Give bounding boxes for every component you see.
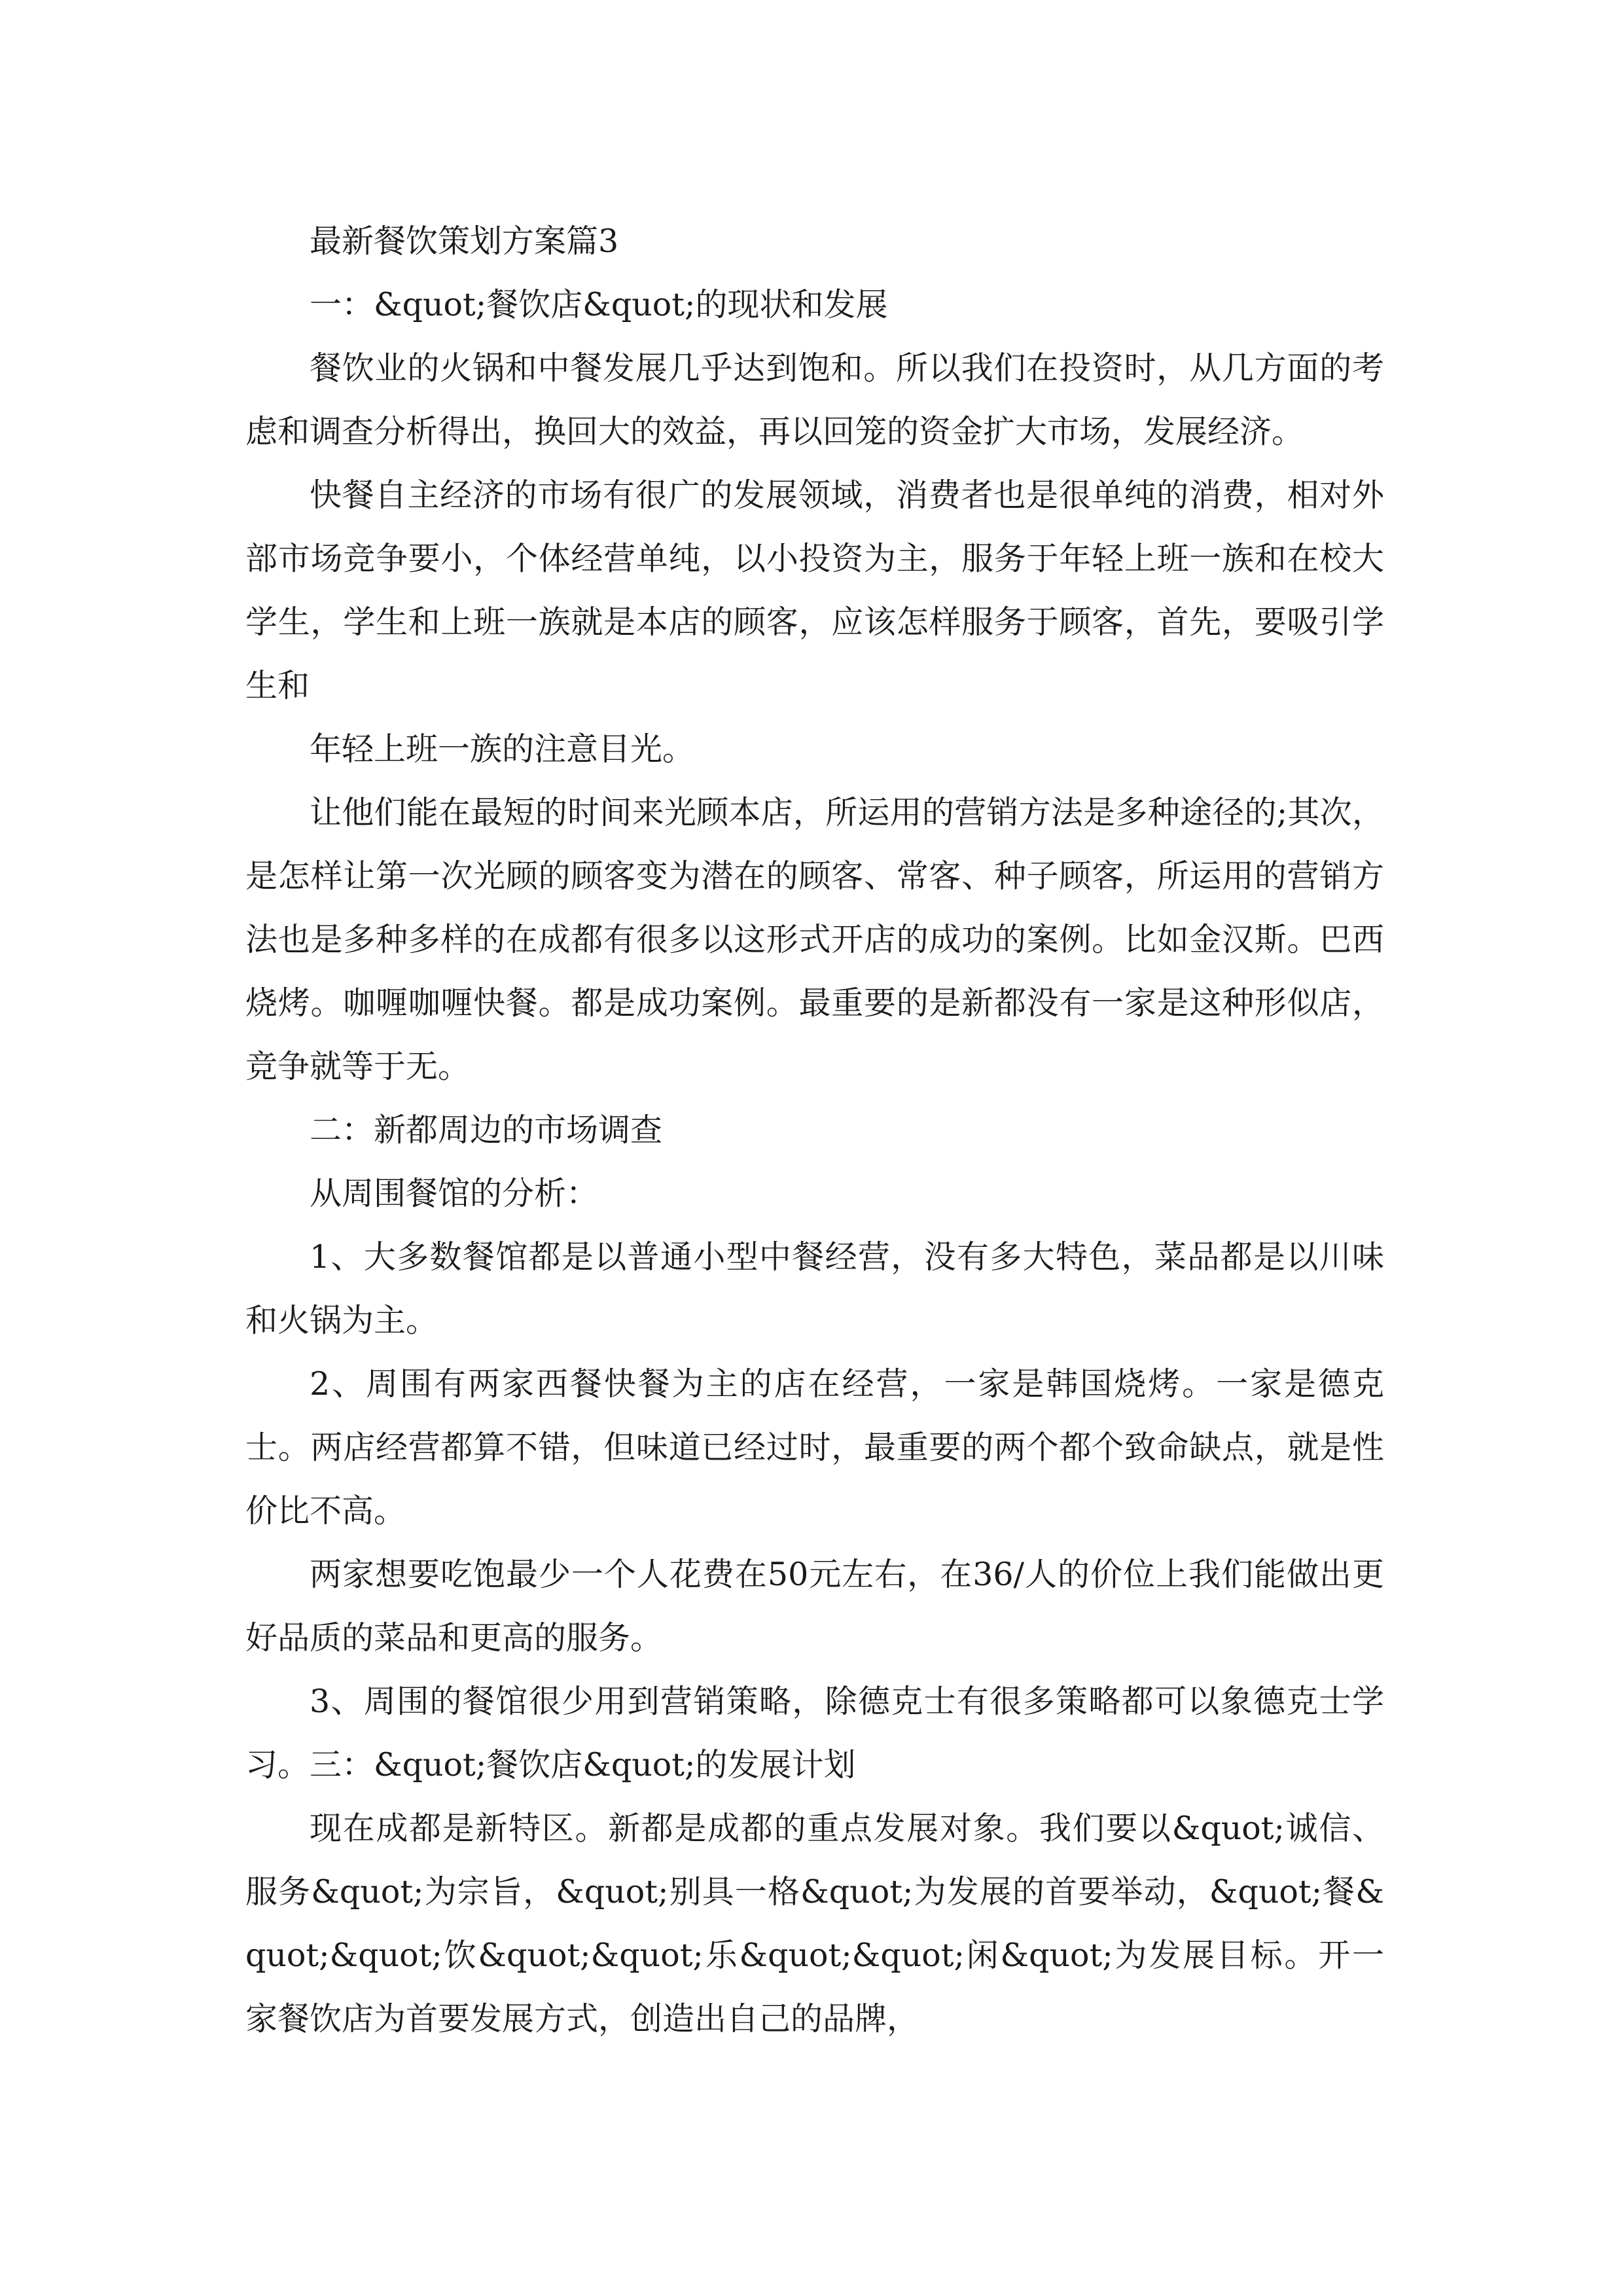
section-heading-2: 二：新都周边的市场调查 [310, 1111, 663, 1149]
paragraph: 年轻上班一族的注意目光。 [310, 730, 695, 768]
document-title: 最新餐饮策划方案篇3 [310, 223, 619, 260]
list-item: 2、周围有两家西餐快餐为主的店在经营，一家是韩国烧烤。一家是德克士。两店经营都算不错，但味道已经过时，最重要的两个都个致命缺点，就是性价比不高。 [245, 1365, 1384, 1530]
paragraph: 两家想要吃饱最少一个人花费在50元左右，在36/人的价位上我们能做出更好品质的菜品和更高的服务。 [245, 1556, 1384, 1657]
paragraph: 现在成都是新特区。新都是成都的重点发展对象。我们要以&quot;诚信、服务&quot;为宗旨，&quot;别具一格&quot;为发展的首要举动，&quot;餐&quot;&quot;饮&quot;&quot;乐&quot;&quot;闲&quot;为发展目标。开一家餐饮店为首要发展方式，创造出自己的品牌， [245, 1810, 1384, 2037]
paragraph: 餐饮业的火锅和中餐发展几乎达到饱和。所以我们在投资时，从几方面的考虑和调查分析得出，换回大的效益，再以回笼的资金扩大市场，发展经济。 [245, 350, 1384, 450]
list-item: 1、大多数餐馆都是以普通小型中餐经营，没有多大特色，菜品都是以川味和火锅为主。 [245, 1238, 1384, 1339]
section-heading-1: 一：&quot;餐饮店&quot;的现状和发展 [310, 286, 888, 323]
document-body [245, 209, 1384, 2051]
list-item: 3、周围的餐馆很少用到营销策略，除德克士有很多策略都可以象德克士学习。三：&quot;餐饮店&quot;的发展计划 [245, 1683, 1384, 1784]
paragraph: 从周围餐馆的分析： [310, 1175, 599, 1212]
paragraph: 让他们能在最短的时间来光顾本店，所运用的营销方法是多种途径的;其次，是怎样让第一次光顾的顾客变为潜在的顾客、常客、种子顾客，所运用的营销方法也是多种多样的在成都有很多以这形式开店的成功的案例。比如金汉斯。巴西烧烤。咖喱咖喱快餐。都是成功案例。最重要的是新都没有一家是这种形似店，竞争就等于无。 [245, 794, 1384, 1085]
paragraph: 快餐自主经济的市场有很广的发展领域，消费者也是很单纯的消费，相对外部市场竞争要小，个体经营单纯，以小投资为主，服务于年轻上班一族和在校大学生，学生和上班一族就是本店的顾客，应该怎样服务于顾客，首先，要吸引学生和 [245, 476, 1384, 704]
